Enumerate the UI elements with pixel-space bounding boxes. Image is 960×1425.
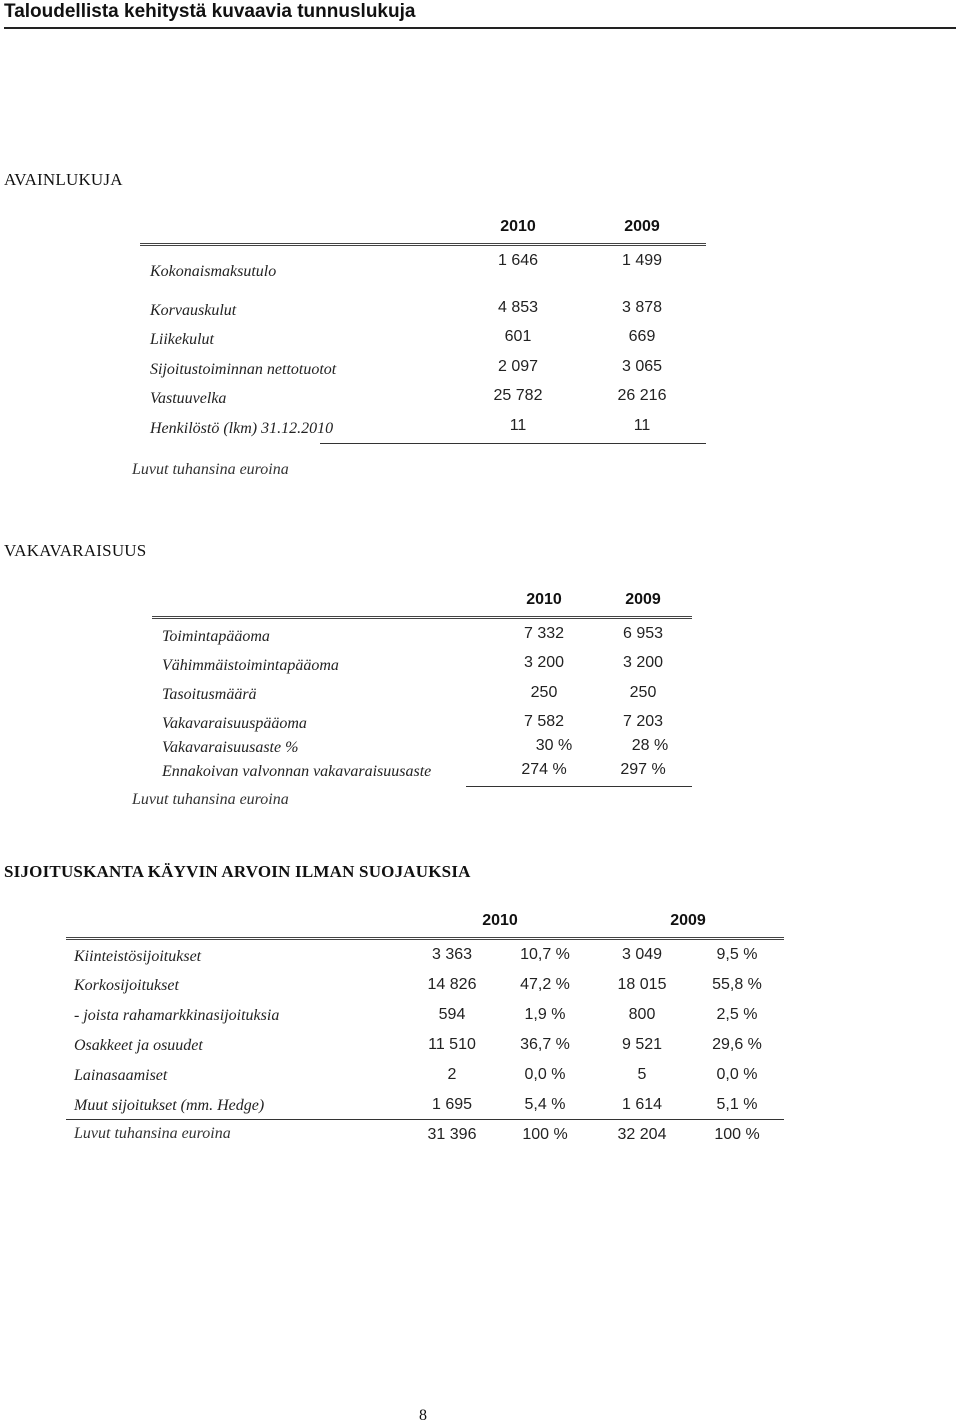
sijoituskanta-total-share-2010: 100 %	[522, 1126, 568, 1143]
vakavaraisuus-row-label: Ennakoivan valvonnan vakavaraisuusaste	[162, 763, 432, 780]
vakavaraisuus-row-value-2010: 30 %	[535, 737, 573, 754]
vakavaraisuus-row-value-2009: 250	[629, 684, 657, 701]
sijoituskanta-row-share-2010: 47,2 %	[520, 976, 570, 993]
vakavaraisuus-header-rule	[152, 616, 692, 619]
vakavaraisuus-row-label: Vakavaraisuusaste %	[162, 739, 299, 756]
vakavaraisuus-row-value-2009: 6 953	[622, 625, 664, 642]
avainluvut-row-value-2009: 669	[628, 328, 656, 345]
sijoituskanta-row-amount-2010: 594	[438, 1006, 466, 1023]
avainluvut-row-value-2010: 11	[509, 417, 527, 434]
avainluvut-row-value-2009: 3 878	[621, 299, 663, 316]
sijoituskanta-row-amount-2009: 9 521	[621, 1036, 663, 1053]
avainluvut-row-label: Sijoitustoiminnan nettotuotot	[150, 361, 337, 378]
avainluvut-bottom-rule	[320, 443, 706, 444]
sijoituskanta-row-share-2009: 5,1 %	[716, 1096, 758, 1113]
vakavaraisuus-row-value-2010: 7 582	[523, 713, 565, 730]
avainluvut-row-value-2009: 1 499	[621, 252, 663, 269]
sijoituskanta-row-amount-2009: 5	[637, 1066, 647, 1083]
vakavaraisuus-year-2010: 2010	[526, 591, 562, 608]
sijoituskanta-row-label: Korkosijoitukset	[74, 977, 179, 994]
avainluvut-header-rule	[140, 243, 706, 246]
sijoituskanta-total-amount-2009: 32 204	[617, 1126, 667, 1143]
sijoituskanta-heading: SIJOITUSKANTA KÄYVIN ARVOIN ILMAN SUOJAUKSIA	[4, 862, 471, 881]
vakavaraisuus-bottom-rule	[466, 786, 692, 787]
vakavaraisuus-row-label: Vähimmäistoimintapääoma	[162, 657, 339, 674]
vakavaraisuus-row-value-2009: 28 %	[631, 737, 669, 754]
vakavaraisuus-units-note: Luvut tuhansina euroina	[132, 791, 289, 808]
sijoituskanta-row-amount-2009: 1 614	[621, 1096, 663, 1113]
sijoituskanta-row-share-2010: 36,7 %	[520, 1036, 570, 1053]
avainluvut-row-value-2009: 11	[633, 417, 651, 434]
avainluvut-row-value-2009: 3 065	[621, 358, 663, 375]
page-number: 8	[419, 1407, 427, 1424]
sijoituskanta-row-amount-2010: 3 363	[431, 946, 473, 963]
sijoituskanta-row-amount-2009: 18 015	[617, 976, 667, 993]
avainluvut-row-value-2010: 4 853	[497, 299, 539, 316]
avainluvut-year-2010: 2010	[500, 218, 536, 235]
vakavaraisuus-row-value-2010: 250	[530, 684, 558, 701]
sijoituskanta-row-share-2009: 2,5 %	[716, 1006, 758, 1023]
vakavaraisuus-row-value-2010: 7 332	[523, 625, 565, 642]
avainluvut-row-label: Vastuuvelka	[150, 390, 227, 407]
avainluvut-row-label: Korvauskulut	[150, 302, 237, 319]
sijoituskanta-row-share-2009: 0,0 %	[716, 1066, 758, 1083]
vakavaraisuus-year-2009: 2009	[625, 591, 661, 608]
sijoituskanta-row-share-2009: 55,8 %	[712, 976, 762, 993]
avainluvut-row-label: Liikekulut	[150, 331, 214, 348]
sijoituskanta-row-share-2009: 9,5 %	[716, 946, 758, 963]
vakavaraisuus-row-label: Toimintapääoma	[162, 628, 270, 645]
sijoituskanta-row-share-2010: 5,4 %	[524, 1096, 566, 1113]
vakavaraisuus-row-value-2010: 274 %	[521, 761, 567, 778]
sijoituskanta-row-amount-2009: 3 049	[621, 946, 663, 963]
vakavaraisuus-row-label: Tasoitusmäärä	[162, 686, 257, 703]
sijoituskanta-row-label: Lainasaamiset	[74, 1067, 168, 1084]
avainlukuja-heading: AVAINLUKUJA	[4, 170, 123, 189]
vakavaraisuus-row-value-2009: 297 %	[620, 761, 666, 778]
vakavaraisuus-row-value-2010: 3 200	[523, 654, 565, 671]
sijoituskanta-row-amount-2010: 2	[447, 1066, 457, 1083]
vakavaraisuus-row-value-2009: 3 200	[622, 654, 664, 671]
sijoituskanta-total-amount-2010: 31 396	[427, 1126, 477, 1143]
sijoituskanta-row-share-2010: 1,9 %	[524, 1006, 566, 1023]
sijoituskanta-total-share-2009: 100 %	[714, 1126, 760, 1143]
sijoituskanta-year-2010: 2010	[482, 912, 518, 929]
avainluvut-year-2009: 2009	[624, 218, 660, 235]
vakavaraisuus-row-label: Vakavaraisuuspääoma	[162, 715, 307, 732]
avainluvut-row-value-2010: 1 646	[497, 252, 539, 269]
sijoituskanta-row-share-2010: 10,7 %	[520, 946, 570, 963]
sijoituskanta-row-share-2009: 29,6 %	[712, 1036, 762, 1053]
avainluvut-row-value-2009: 26 216	[617, 387, 667, 404]
avainluvut-row-value-2010: 601	[504, 328, 532, 345]
sijoituskanta-row-label: Muut sijoitukset (mm. Hedge)	[74, 1097, 265, 1114]
vakavaraisuus-heading: VAKAVARAISUUS	[4, 541, 147, 560]
sijoituskanta-row-share-2010: 0,0 %	[524, 1066, 566, 1083]
sijoituskanta-row-amount-2009: 800	[628, 1006, 656, 1023]
avainluvut-units-note: Luvut tuhansina euroina	[132, 461, 289, 478]
avainluvut-row-label: Henkilöstö (lkm) 31.12.2010	[150, 420, 334, 437]
sijoituskanta-row-label: Kiinteistösijoitukset	[74, 948, 202, 965]
sijoituskanta-units-note: Luvut tuhansina euroina	[74, 1125, 231, 1142]
sijoituskanta-row-label: - joista rahamarkkinasijoituksia	[74, 1007, 280, 1024]
sijoituskanta-row-amount-2010: 14 826	[427, 976, 477, 993]
sijoituskanta-year-2009: 2009	[670, 912, 706, 929]
page-title: Taloudellista kehitystä kuvaavia tunnuslukuja	[4, 0, 956, 29]
sijoituskanta-bottom-rule	[66, 1119, 784, 1120]
avainluvut-row-label: Kokonaismaksutulo	[150, 263, 277, 280]
sijoituskanta-header-rule	[66, 937, 784, 940]
sijoituskanta-row-amount-2010: 1 695	[431, 1096, 473, 1113]
vakavaraisuus-row-value-2009: 7 203	[622, 713, 664, 730]
sijoituskanta-row-amount-2010: 11 510	[428, 1036, 476, 1053]
avainluvut-row-value-2010: 2 097	[497, 358, 539, 375]
sijoituskanta-row-label: Osakkeet ja osuudet	[74, 1037, 203, 1054]
avainluvut-row-value-2010: 25 782	[493, 387, 543, 404]
